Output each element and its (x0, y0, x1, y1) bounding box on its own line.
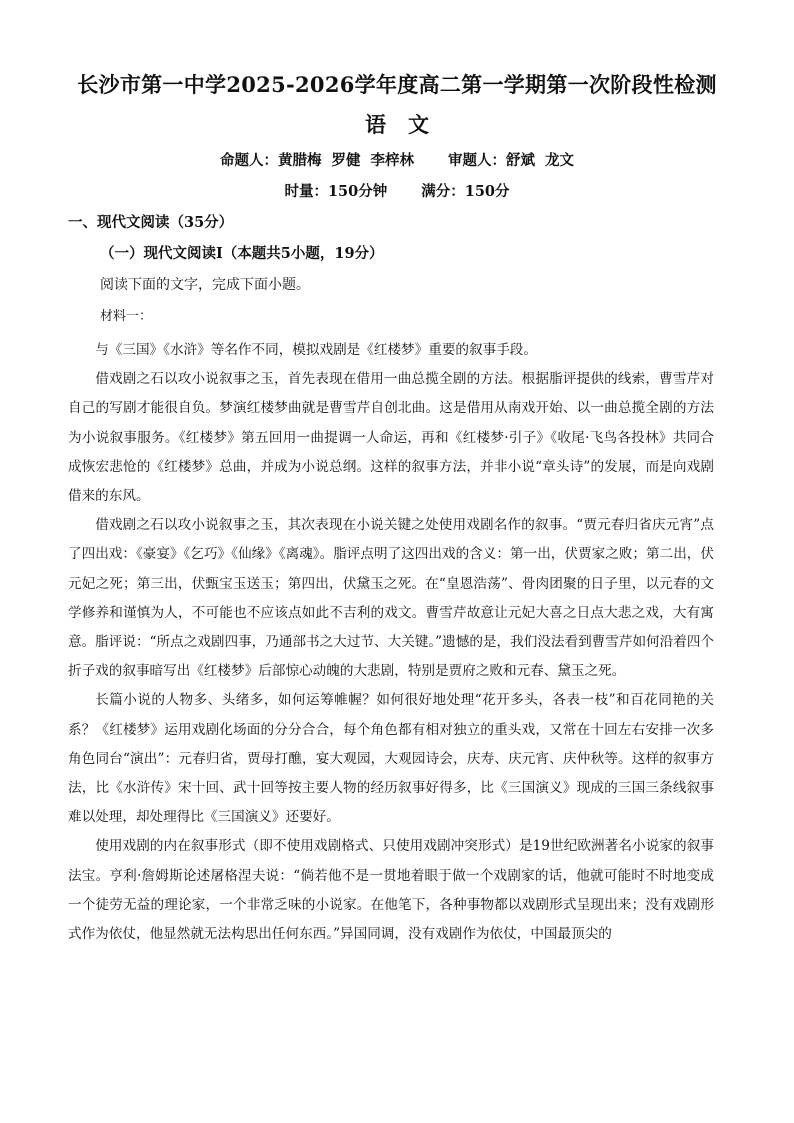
passage-paragraph: 借戏剧之石以攻小说叙事之玉，其次表现在小说关键之处使用戏剧名作的叙事。“贾元春归省庆元宵”点了四出戏：《豪宴》《乞巧》《仙缘》《离魂》。脂评点明了这四出戏的含义：第一出，伏贾家之败；第二出，伏元妃之死；第三出，伏甄宝玉送玉；第四出，伏黛玉之死。在“皇恩浩荡”、骨肉团聚的日子里，以元春的文学修养和谨慎为人，不可能也不应该点如此不吉利的戏文。曹雪芹故意让元妃大喜之日点大悲之戏，大有寓意。脂评说：“所点之戏剧四事，乃通部书之大过节、大关键。”遗憾的是，我们没法看到曹雪芹如何沿着四个折子戏的叙事暗写出《红楼梦》后部惊心动魄的大悲剧，特别是贾府之败和元春、黛玉之死。 (68, 517, 715, 680)
passage-paragraph: 借戏剧之石以攻小说叙事之玉，首先表现在借用一曲总揽全剧的方法。根据脂评提供的线索，曹雪芹对自己的写剧才能很自负。梦演红楼梦曲就是曹雪芹自创北曲。这是借用从南戏开始、以一曲总揽全剧的方法为小说叙事服务。《红楼梦》第五回用一曲提调一人命运，再和《红楼梦·引子》《收尾·飞鸟各投林》共同合成恢宏悲怆的《红楼梦》总曲，并成为小说总纲。这样的叙事方法，并非小说“章头诗”的发展，而是向戏剧借来的东风。 (68, 371, 714, 505)
passage-body (68, 336, 714, 949)
passage-paragraph: 长篇小说的人物多、头绪多，如何运筹帷幄？如何很好地处理“花开多头，各表一枝”和百花同艳的关系？《红楼梦》运用戏剧化场面的分分合合，每个角色都有相对独立的重头戏，又常在十回左右安排一次多角色同台“演出”：元春归省，贾母打醮，宴大观园，大观园诗会，庆寿、庆元宵、庆仲秋等。这样的叙事方法，比《水浒传》宋十回、武十回等按主要人物的经历叙事好得多，比《三国演义》现成的三国三条线叙事难以处理，却处理得比《三国演义》还要好。 (68, 692, 714, 826)
setters-label: 命题人：黄腊梅 (220, 152, 322, 169)
passage-paragraph: 使用戏剧的内在叙事形式（即不使用戏剧格式、只使用戏剧冲突形式）是19世纪欧洲著名小说家的叙事法宝。亨利·詹姆斯论述屠格涅夫说：“倘若他不是一贯地着眼于做一个戏剧家的话，他就可能时不时地变成一个徒劳无益的理论家，一个非常乏味的小说家。在他笔下，各种事物都以戏剧形式呈现出来；没有戏剧形式作为依仗，他显然就无法构思出任何东西。”异国同调，没有戏剧作为依仗，中国最顶尖的 (68, 838, 714, 943)
subject-heading: 语文 (365, 112, 451, 137)
setter-name: 罗健 (331, 152, 361, 169)
exam-info-line (0, 181, 794, 203)
subsection-heading: （一）现代文阅读Ⅰ（本题共5小题，19分） (100, 245, 384, 262)
exam-score: 满分：150分 (421, 183, 510, 200)
setters-line (0, 150, 794, 172)
setter-name: 李梓林 (370, 152, 414, 169)
reviewer-name: 龙文 (545, 152, 574, 169)
passage-paragraph: 与《三国》《水浒》等名作不同，模拟戏剧是《红楼梦》重要的叙事手段。 (95, 342, 537, 358)
reading-instruction: 阅读下面的文字，完成下面小题。 (100, 277, 310, 293)
exam-time: 时量：150分钟 (284, 183, 388, 200)
section-heading: 一、现代文阅读（35分） (68, 214, 234, 231)
exam-title: 长沙市第一中学2025-2026学年度高二第一学期第一次阶段性检测 (77, 72, 717, 97)
material-label: 材料一： (100, 309, 153, 324)
reviewers-label: 审题人：舒斌 (448, 152, 535, 169)
